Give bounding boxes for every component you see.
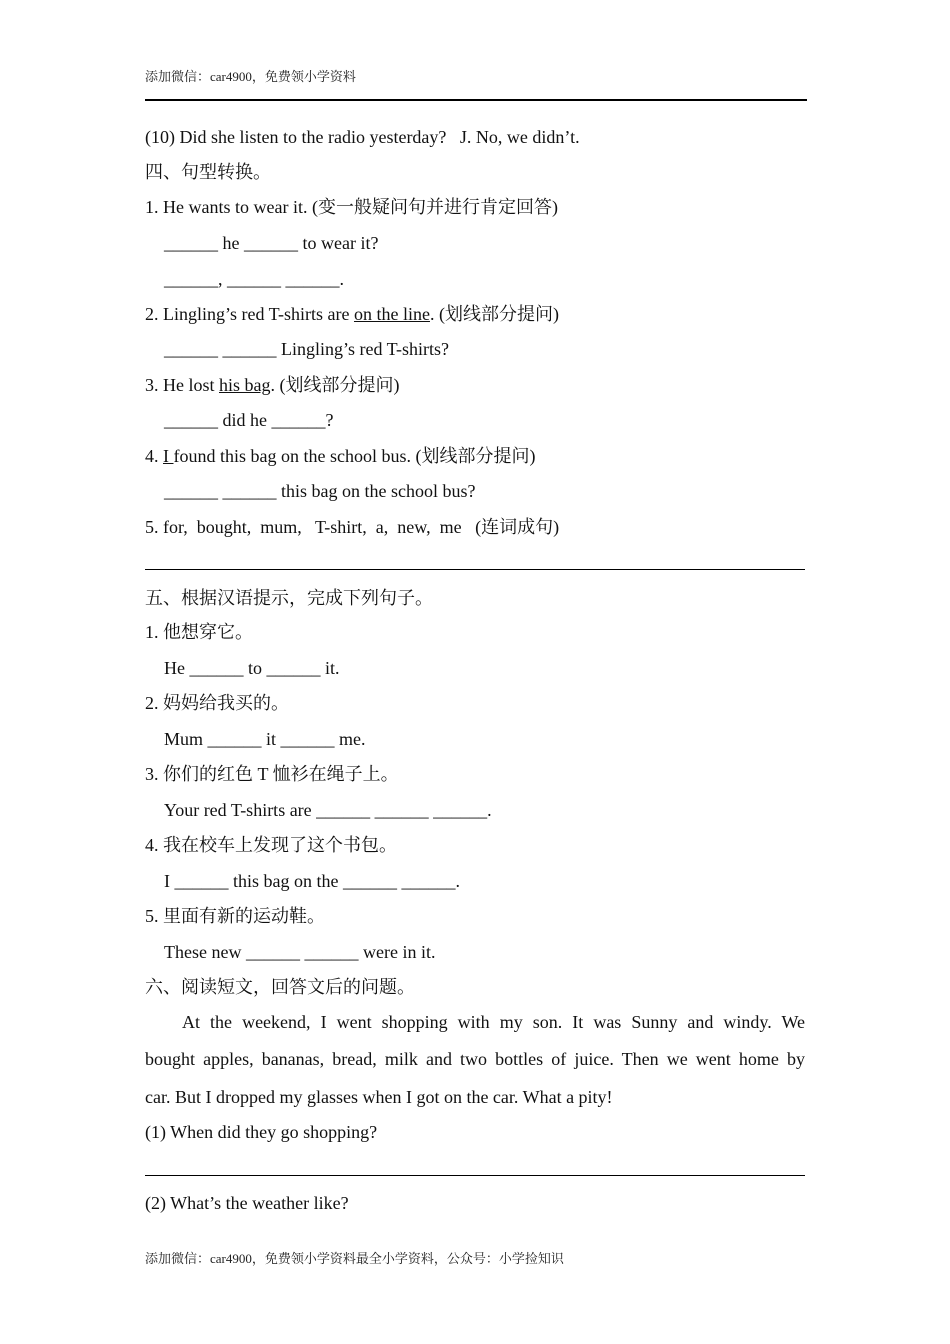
section-4-title: 四、句型转换。 — [145, 162, 271, 182]
s5-q4-english: I ______ this bag on the ______ ______. — [164, 871, 460, 891]
s5-q3-chinese: 3. 你们的红色 T 恤衫在绳子上。 — [145, 764, 399, 784]
s5-q3-english: Your red T-shirts are ______ ______ ______. — [164, 800, 492, 820]
s4-q4-suffix: found this bag on the school bus. (划线部分提问) — [173, 446, 536, 466]
section-6-title: 六、阅读短文，回答文后的问题。 — [145, 977, 415, 997]
s4-q4-underlined: I — [163, 446, 174, 466]
s4-q3-prompt — [145, 374, 400, 396]
s4-q5-prompt: 5. for, bought, mum, T-shirt, a, new, me (连词成句) — [145, 517, 560, 537]
footer-note: 添加微信：car4900，免费领小学资料最全小学资料，公众号：小学捡知识 — [145, 1251, 564, 1266]
header-divider — [145, 99, 807, 101]
s4-q1-blank-2: ______, ______ ______. — [164, 269, 344, 289]
s5-q5-chinese: 5. 里面有新的运动鞋。 — [145, 906, 325, 926]
s6-q1-answer-line — [145, 1175, 805, 1176]
s4-q2-blank: ______ ______ Lingling’s red T-shirts? — [164, 339, 449, 359]
s5-q1-english: He ______ to ______ it. — [164, 658, 340, 678]
s5-q2-chinese: 2. 妈妈给我买的。 — [145, 693, 289, 713]
passage-line-2: bought apples, bananas, bread, milk and two bottles of juice. Then we went home by — [145, 1049, 805, 1069]
passage-line-1: At the weekend, I went shopping with my son. It was Sunny and windy. We — [182, 1012, 805, 1032]
s4-q3-prefix: 3. He lost — [145, 375, 219, 395]
s4-q4-blank: ______ ______ this bag on the school bus? — [164, 481, 476, 501]
s4-q2-underlined: on the line — [353, 304, 430, 324]
s5-q4-chinese: 4. 我在校车上发现了这个书包。 — [145, 835, 397, 855]
passage-line-3: car. But I dropped my glasses when I got on the car. What a pity! — [145, 1087, 613, 1107]
s6-q2: (2) What’s the weather like? — [145, 1193, 349, 1213]
s4-q4-prefix: 4. — [145, 446, 163, 466]
header-note: 添加微信：car4900，免费领小学资料 — [145, 69, 356, 84]
s4-q5-answer-line — [145, 569, 805, 570]
s6-q1: (1) When did they go shopping? — [145, 1122, 378, 1142]
s4-q2-prompt — [145, 303, 559, 325]
s4-q3-suffix: . (划线部分提问) — [270, 375, 400, 395]
s5-q1-chinese: 1. 他想穿它。 — [145, 622, 253, 642]
s4-q2-prefix: 2. Lingling’s red T-shirts are — [145, 304, 354, 324]
s4-q3-blank: ______ did he ______? — [164, 410, 334, 430]
question-10: (10) Did she listen to the radio yesterday? J. No, we didn’t. — [145, 127, 580, 147]
s4-q1-prompt: 1. He wants to wear it. (变一般疑问句并进行肯定回答) — [145, 197, 558, 217]
s4-q3-underlined: his bag — [219, 375, 271, 395]
s4-q4-prompt — [145, 445, 535, 467]
section-5-title: 五、根据汉语提示，完成下列句子。 — [145, 588, 433, 608]
s4-q2-suffix: . (划线部分提问) — [429, 304, 559, 324]
s4-q1-blank-1: ______ he ______ to wear it? — [164, 233, 379, 253]
s5-q2-english: Mum ______ it ______ me. — [164, 729, 366, 749]
s5-q5-english: These new ______ ______ were in it. — [164, 942, 436, 962]
